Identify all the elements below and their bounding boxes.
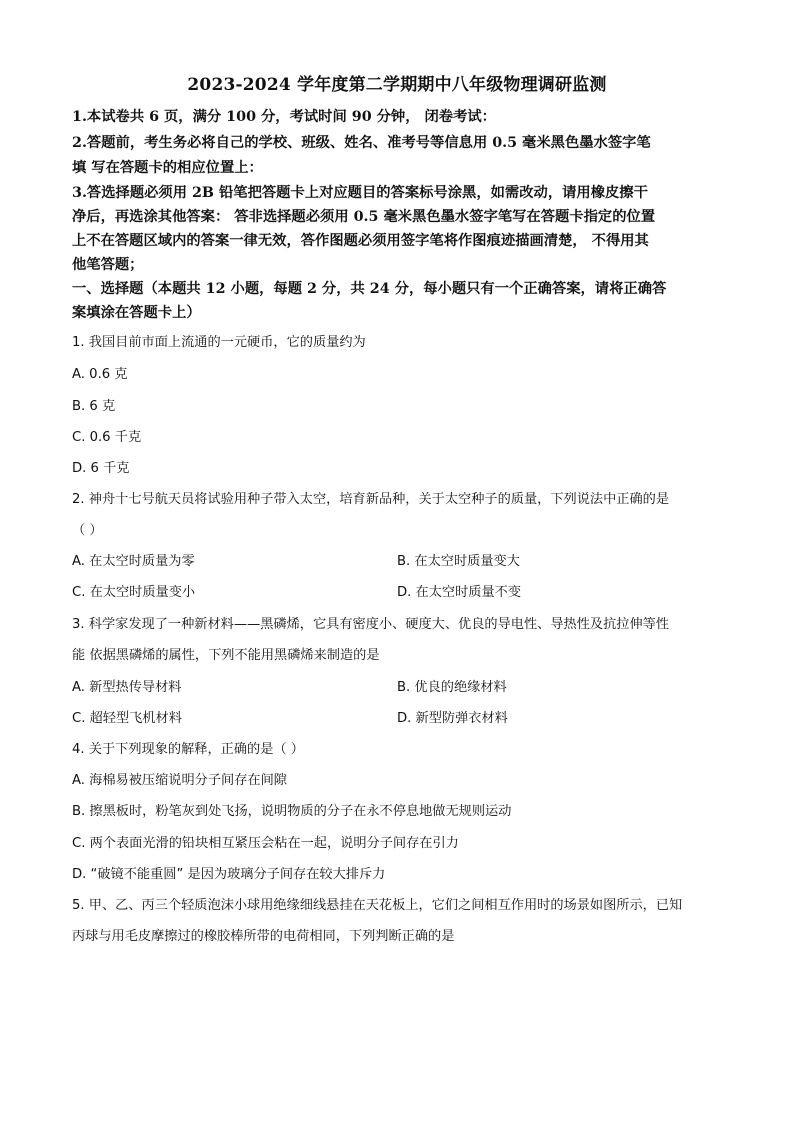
exam-title: 2023-2024 学年度第二学期期中八年级物理调研监测 [187, 75, 607, 95]
question-4-option-b: B. 擦黑板时，粉笔灰到处飞扬，说明物质的分子在永不停息地做无规则运动 [72, 804, 512, 819]
question-2-option-d: D. 在太空时质量不变 [397, 585, 522, 600]
instruction-line: 他笔答题； [72, 257, 144, 273]
question-1-option-d: D. 6 千克 [72, 461, 130, 476]
question-3-stem: 能 依据黑磷烯的属性，下列不能用黑磷烯来制造的是 [72, 648, 380, 663]
instruction-line: 上不在答题区域内的答案一律无效，答作图题必须用签字笔将作图痕迹描画清楚， 不得用其 [72, 233, 649, 249]
question-3-option-a: A. 新型热传导材料 [72, 680, 182, 695]
question-3-option-b: B. 优良的绝缘材料 [397, 680, 507, 695]
question-4-option-a: A. 海棉易被压缩说明分子间存在间隙 [72, 773, 287, 788]
instruction-line: 1.本试卷共 6 页，满分 100 分，考试时间 90 分钟， 闭卷考试： [72, 109, 496, 125]
question-4-option-d: D. “破镜不能重圆” 是因为玻璃分子间存在较大排斥力 [72, 867, 386, 882]
question-1-stem: 1. 我国目前市面上流通的一元硬币，它的质量约为 [72, 335, 366, 350]
question-3-option-c: C. 超轻型飞机材料 [72, 711, 182, 726]
question-1-option-c: C. 0.6 千克 [72, 430, 142, 445]
instruction-line: 净后，再选涂其他答案： 答非选择题必须用 0.5 毫米黑色墨水签字笔写在答题卡指定的位置 [72, 209, 656, 225]
question-2-option-b: B. 在太空时质量变大 [397, 554, 520, 569]
question-3-stem: 3. 科学家发现了一种新材料——黑磷烯，它具有密度小、硬度大、优良的导电性、导热性及抗拉伸等性 [72, 617, 670, 632]
question-2-option-a: A. 在太空时质量为零 [72, 554, 195, 569]
question-4-option-c: C. 两个表面光滑的铅块相互紧压会粘在一起，说明分子间存在引力 [72, 836, 459, 851]
question-3-option-d: D. 新型防弹衣材料 [397, 711, 508, 726]
question-5-stem: 丙球与用毛皮摩擦过的橡胶棒所带的电荷相同，下列判断正确的是 [72, 929, 455, 944]
instruction-line: 填 写在答题卡的相应位置上： [72, 160, 263, 176]
section-heading: 一、选择题（本题共 12 小题，每题 2 分，共 24 分，每小题只有一个正确答案，请将正确答 [72, 281, 667, 297]
instruction-line: 3.答选择题必须用 2B 铅笔把答题卡上对应题目的答案标号涂黑，如需改动，请用橡皮擦干 [72, 185, 648, 201]
question-5-stem: 5. 甲、乙、丙三个轻质泡沫小球用绝缘细线悬挂在天花板上，它们之间相互作用时的场景如图所示，已知 [72, 898, 683, 913]
section-heading: 案填涂在答题卡上） [72, 305, 201, 321]
instruction-line: 2.答题前，考生务必将自己的学校、班级、姓名、准考号等信息用 0.5 毫米黑色墨水签字笔 [72, 135, 651, 151]
question-2-stem: 2. 神舟十七号航天员将试验用种子带入太空，培育新品种，关于太空种子的质量，下列说法中正确的是 [72, 492, 670, 507]
question-1-option-a: A. 0.6 克 [72, 367, 128, 382]
question-1-option-b: B. 6 克 [72, 399, 116, 414]
question-2-option-c: C. 在太空时质量变小 [72, 585, 196, 600]
question-2-stem: （ ） [72, 523, 103, 538]
question-4-stem: 4. 关于下列现象的解释，正确的是（ ） [72, 742, 304, 757]
